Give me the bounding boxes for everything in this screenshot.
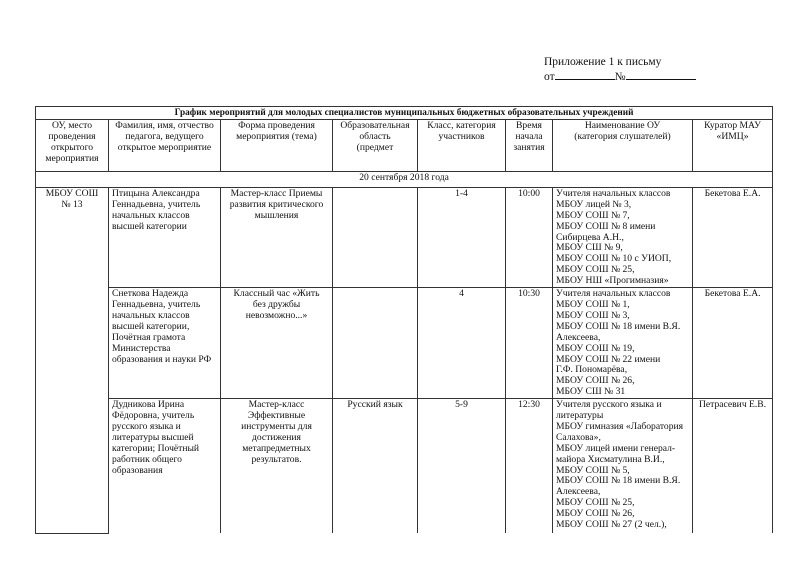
cell-line: область: [359, 130, 391, 142]
cell-line: литературы высшей: [112, 431, 194, 443]
cell-line: Почётная грамота: [112, 331, 186, 343]
schedule-table: [35, 106, 773, 534]
cell-line: Г.Ф. Пономарёва,: [556, 364, 628, 376]
cell-line: ОУ, место: [51, 119, 93, 131]
column-header: [36, 119, 109, 171]
cell-line: МБОУ СОШ № 1,: [556, 298, 630, 310]
cell-line: мышления: [254, 209, 299, 221]
cell-line: 4: [459, 288, 464, 300]
curator-cell: [693, 288, 773, 399]
column-header: [418, 119, 506, 171]
cell-line: МБОУ СШ № 9,: [556, 242, 623, 254]
curator-cell: [693, 399, 773, 534]
cell-line: категории; Почётный: [112, 442, 200, 454]
grade-cell: [418, 288, 506, 399]
form-cell: [221, 288, 333, 399]
teacher-cell: [109, 187, 221, 287]
table-row: [36, 399, 773, 534]
cell-line: достижения: [252, 431, 301, 443]
column-header: [333, 119, 418, 171]
cell-line: 10:30: [518, 288, 540, 300]
cell-line: МБОУ СОШ № 26,: [556, 375, 635, 387]
date-blank: [555, 69, 615, 80]
cell-line: МБОУ НШ «Прогимназия»: [556, 275, 669, 287]
cell-line: без дружбы: [252, 298, 301, 310]
cell-line: № 13: [61, 198, 83, 210]
header-row: [36, 119, 773, 171]
cell-line: Образовательная: [340, 119, 410, 131]
cell-line: Бекетова Е.А.: [704, 288, 761, 300]
column-header: [221, 119, 333, 171]
cell-line: МБОУ СОШ № 27 (2 чел.),: [556, 519, 667, 531]
appendix-title: Приложение 1 к письму: [544, 56, 662, 68]
cell-line: результатов.: [251, 453, 302, 465]
time-cell: [506, 187, 553, 287]
cell-line: начала: [515, 130, 543, 142]
cell-line: развития критического: [229, 198, 324, 210]
cell-line: занятия: [513, 141, 545, 153]
cell-line: Мастер-класс Приемы: [230, 187, 323, 199]
cell-line: образования и науки РФ: [112, 353, 212, 365]
cell-line: МБОУ СОШ № 25,: [556, 264, 635, 276]
cell-line: начальных классов: [112, 209, 190, 221]
form-cell: [221, 187, 333, 287]
cell-line: (категория слушателей): [574, 130, 671, 142]
column-header: [693, 119, 773, 171]
cell-line: Наименование ОУ: [584, 119, 661, 131]
cell-line: проведения: [48, 130, 96, 142]
cell-line: Дудникова Ирина: [112, 399, 185, 411]
cell-line: высшей категории: [112, 220, 187, 232]
cell-line: МБОУ СОШ № 19,: [556, 342, 635, 354]
cell-line: Мастер-класс: [248, 399, 305, 411]
cell-line: МБОУ СОШ № 26,: [556, 508, 635, 520]
cell-line: МБОУ СОШ № 18 имени В.Я.: [556, 320, 681, 332]
cell-line: МБОУ лицей имени генерал-: [556, 442, 676, 454]
cell-line: МБОУ СОШ № 5,: [556, 464, 630, 476]
cell-line: Время: [516, 119, 542, 131]
cell-line: мероприятия (тема): [236, 130, 317, 142]
cell-line: Петрасевич Е.В.: [698, 399, 767, 411]
form-cell: [221, 399, 333, 534]
time-cell: [506, 288, 553, 399]
cell-line: Эффективные: [247, 410, 306, 422]
number-label: №: [614, 71, 626, 83]
cell-line: инструменты для: [241, 420, 312, 432]
column-header: [506, 119, 553, 171]
cell-line: начальных классов: [112, 309, 190, 321]
cell-line: мероприятия: [45, 152, 99, 164]
teacher-cell: [109, 288, 221, 399]
cell-line: Учителя русского языка и: [556, 399, 662, 411]
cell-line: МБОУ СОШ № 22 имени: [556, 353, 661, 365]
cell-line: Птицына Александра: [112, 187, 200, 199]
cell-line: 1-4: [455, 187, 468, 199]
cell-line: МБОУ СОШ № 25,: [556, 497, 635, 509]
cell-line: Фамилия, имя, отчество: [115, 119, 214, 131]
cell-line: метапредметных: [242, 442, 311, 454]
cell-line: работник общего: [112, 453, 182, 465]
cell-line: Министерства: [112, 342, 171, 354]
cell-line: МБОУ СОШ № 18 имени В.Я.: [556, 475, 681, 487]
cell-line: Сибирцева А.Н.,: [556, 231, 624, 243]
cell-line: «ИМЦ»: [716, 130, 749, 142]
time-cell: [506, 399, 553, 534]
grade-cell: [418, 399, 506, 534]
cell-line: открытое мероприятие: [117, 141, 212, 153]
subject-cell: [333, 288, 418, 399]
listeners-cell: [553, 288, 693, 399]
cell-line: МБОУ СОШ: [45, 187, 99, 199]
cell-line: Учителя начальных классов: [556, 187, 671, 199]
cell-line: Алексеева,: [556, 331, 601, 343]
listeners-cell: [553, 399, 693, 534]
cell-line: МБОУ СОШ № 10 с УИОП,: [556, 253, 672, 265]
cell-line: (предмет: [356, 141, 394, 153]
date-row: 20 сентября 2018 года: [36, 171, 773, 187]
appendix-note: [544, 55, 696, 84]
cell-line: Фёдоровна, учитель: [112, 410, 195, 422]
cell-line: майора Хисматулина В.И.,: [556, 453, 665, 465]
cell-line: МБОУ СОШ № 8 имени: [556, 220, 656, 232]
cell-line: МБОУ СШ № 31: [556, 386, 626, 398]
curator-cell: [693, 187, 773, 287]
cell-line: высшей категории,: [112, 320, 190, 332]
column-header: [553, 119, 693, 171]
cell-line: русского языка и: [112, 420, 181, 432]
cell-line: Алексеева,: [556, 486, 601, 498]
cell-line: Форма проведения: [238, 119, 315, 131]
appendix-ref-line: [544, 69, 696, 84]
cell-line: Учителя начальных классов: [556, 288, 671, 300]
table-row: [36, 187, 773, 287]
listeners-cell: [553, 187, 693, 287]
cell-line: участников: [438, 130, 485, 142]
cell-line: литературы: [556, 410, 604, 422]
cell-line: Русский язык: [347, 399, 403, 411]
table-row: [36, 288, 773, 399]
cell-line: Салахова»,: [556, 431, 601, 443]
cell-line: 10:00: [518, 187, 540, 199]
cell-line: 12:30: [518, 399, 540, 411]
subject-cell: [333, 187, 418, 287]
cell-line: Куратор МАУ: [704, 119, 761, 131]
cell-line: Геннадьевна, учитель: [112, 298, 201, 310]
cell-line: невозможно...»: [245, 309, 308, 321]
grade-cell: [418, 187, 506, 287]
cell-line: Геннадьевна, учитель: [112, 198, 201, 210]
cell-line: образования: [112, 464, 163, 476]
cell-line: МБОУ СОШ № 3,: [556, 309, 630, 321]
cell-line: МБОУ гимназия «Лаборатория: [556, 420, 684, 432]
cell-line: 5-9: [455, 399, 468, 411]
cell-line: Бекетова Е.А.: [704, 187, 761, 199]
school-cell: [36, 187, 109, 533]
subject-cell: [333, 399, 418, 534]
cell-line: МБОУ СОШ № 7,: [556, 209, 630, 221]
column-header: [109, 119, 221, 171]
teacher-cell: [109, 399, 221, 534]
cell-line: Классный час «Жить: [233, 288, 320, 300]
cell-line: МБОУ лицей № 3,: [556, 198, 632, 210]
cell-line: Снеткова Надежда: [112, 288, 189, 300]
cell-line: педагога, ведущего: [125, 130, 204, 142]
from-label: от: [544, 71, 555, 83]
cell-line: Класс, категория: [427, 119, 496, 131]
number-blank: [626, 69, 696, 80]
table-title: График мероприятий для молодых специалистов муниципальных бюджетных образовательных учреждений: [36, 107, 773, 120]
cell-line: открытого: [50, 141, 94, 153]
